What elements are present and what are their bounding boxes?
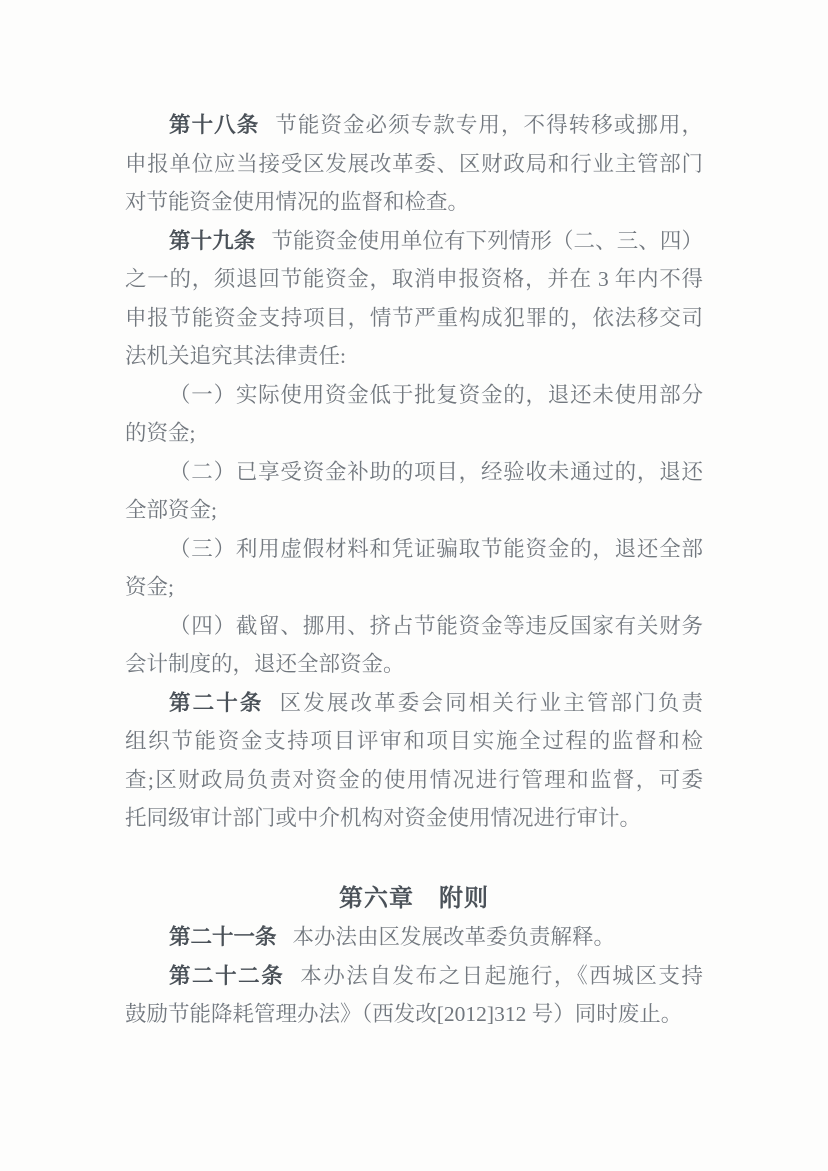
item-2-line-1 [125, 453, 703, 492]
article-19-line-1 [125, 222, 703, 261]
article-18-line-1 [125, 106, 703, 145]
line-text: 区发展改革委会同相关行业主管部门负责 [279, 690, 703, 715]
item-3-line-1 [125, 530, 703, 569]
line-text: 申报节能资金支持项目，情节严重构成犯罪的，依法移交司 [125, 305, 703, 330]
line-text: 节能资金必须专款专用，不得转移或挪用， [275, 113, 703, 137]
line-text: 之一的，须退回节能资金，取消申报资格，并在 3 年内不得 [125, 267, 703, 291]
chapter-heading: 第六章 附则 [339, 884, 489, 912]
item-1-line-1 [125, 376, 703, 415]
article-21-line-1 [125, 918, 703, 957]
line-text: （二）已享受资金补助的项目，经验收未通过的，退还 [169, 459, 703, 484]
article-number: 第二十条 [169, 690, 264, 715]
article-number: 第十九条 [169, 228, 256, 253]
item-3-line-2 [125, 568, 703, 607]
line-text: 法机关追究其法律责任: [125, 344, 346, 368]
line-text: 资金; [125, 575, 174, 599]
article-20-line-3 [125, 761, 703, 800]
article-22-line-1 [125, 957, 703, 996]
line-text: 鼓励节能降耗管理办法》（西发改[2012]312 号）同时废止。 [125, 1002, 683, 1026]
line-text: 组织节能资金支持项目评审和项目实施全过程的监督和检 [125, 729, 703, 753]
line-text: （三）利用虚假材料和凭证骗取节能资金的，退还全部 [169, 536, 703, 561]
line-text: 托同级审计部门或中介机构对资金使用情况进行审计。 [125, 806, 642, 830]
line-text: 本办法由区发展改革委负责解释。 [292, 925, 616, 949]
line-text: 申报单位应当接受区发展改革委、区财政局和行业主管部门 [125, 151, 703, 176]
article-19-line-2 [125, 260, 703, 299]
item-2-line-2 [125, 491, 703, 530]
article-20-line-4 [125, 799, 703, 838]
line-text: 全部资金; [125, 498, 217, 522]
article-20-line-2 [125, 722, 703, 761]
article-number: 第二十二条 [169, 963, 285, 988]
article-19-line-3 [125, 299, 703, 338]
item-4-line-2 [125, 645, 703, 684]
line-text: 节能资金使用单位有下列情形（二、三、四） [271, 228, 703, 253]
article-20-line-1 [125, 684, 703, 723]
article-22-line-2 [125, 995, 703, 1034]
article-number: 第二十一条 [169, 925, 277, 949]
line-text: （四）截留、挪用、挤占节能资金等违反国家有关财务 [169, 613, 703, 638]
article-number: 第十八条 [169, 113, 260, 137]
line-text: 会计制度的，退还全部资金。 [125, 652, 405, 676]
item-4-line-1 [125, 607, 703, 646]
article-18-line-3 [125, 183, 703, 222]
item-1-line-2 [125, 414, 703, 453]
document-body [125, 106, 703, 1034]
line-text: 的资金; [125, 421, 196, 445]
line-text: 查;区财政局负责对资金的使用情况进行管理和监督，可委 [125, 767, 703, 792]
line-text: 本办法自发布之日起施行，《西城区支持 [300, 963, 703, 988]
line-text: （一）实际使用资金低于批复资金的，退还未使用部分 [169, 382, 703, 407]
article-19-line-4 [125, 337, 703, 376]
line-text: 对节能资金使用情况的监督和检查。 [125, 190, 470, 214]
article-18-line-2 [125, 145, 703, 184]
